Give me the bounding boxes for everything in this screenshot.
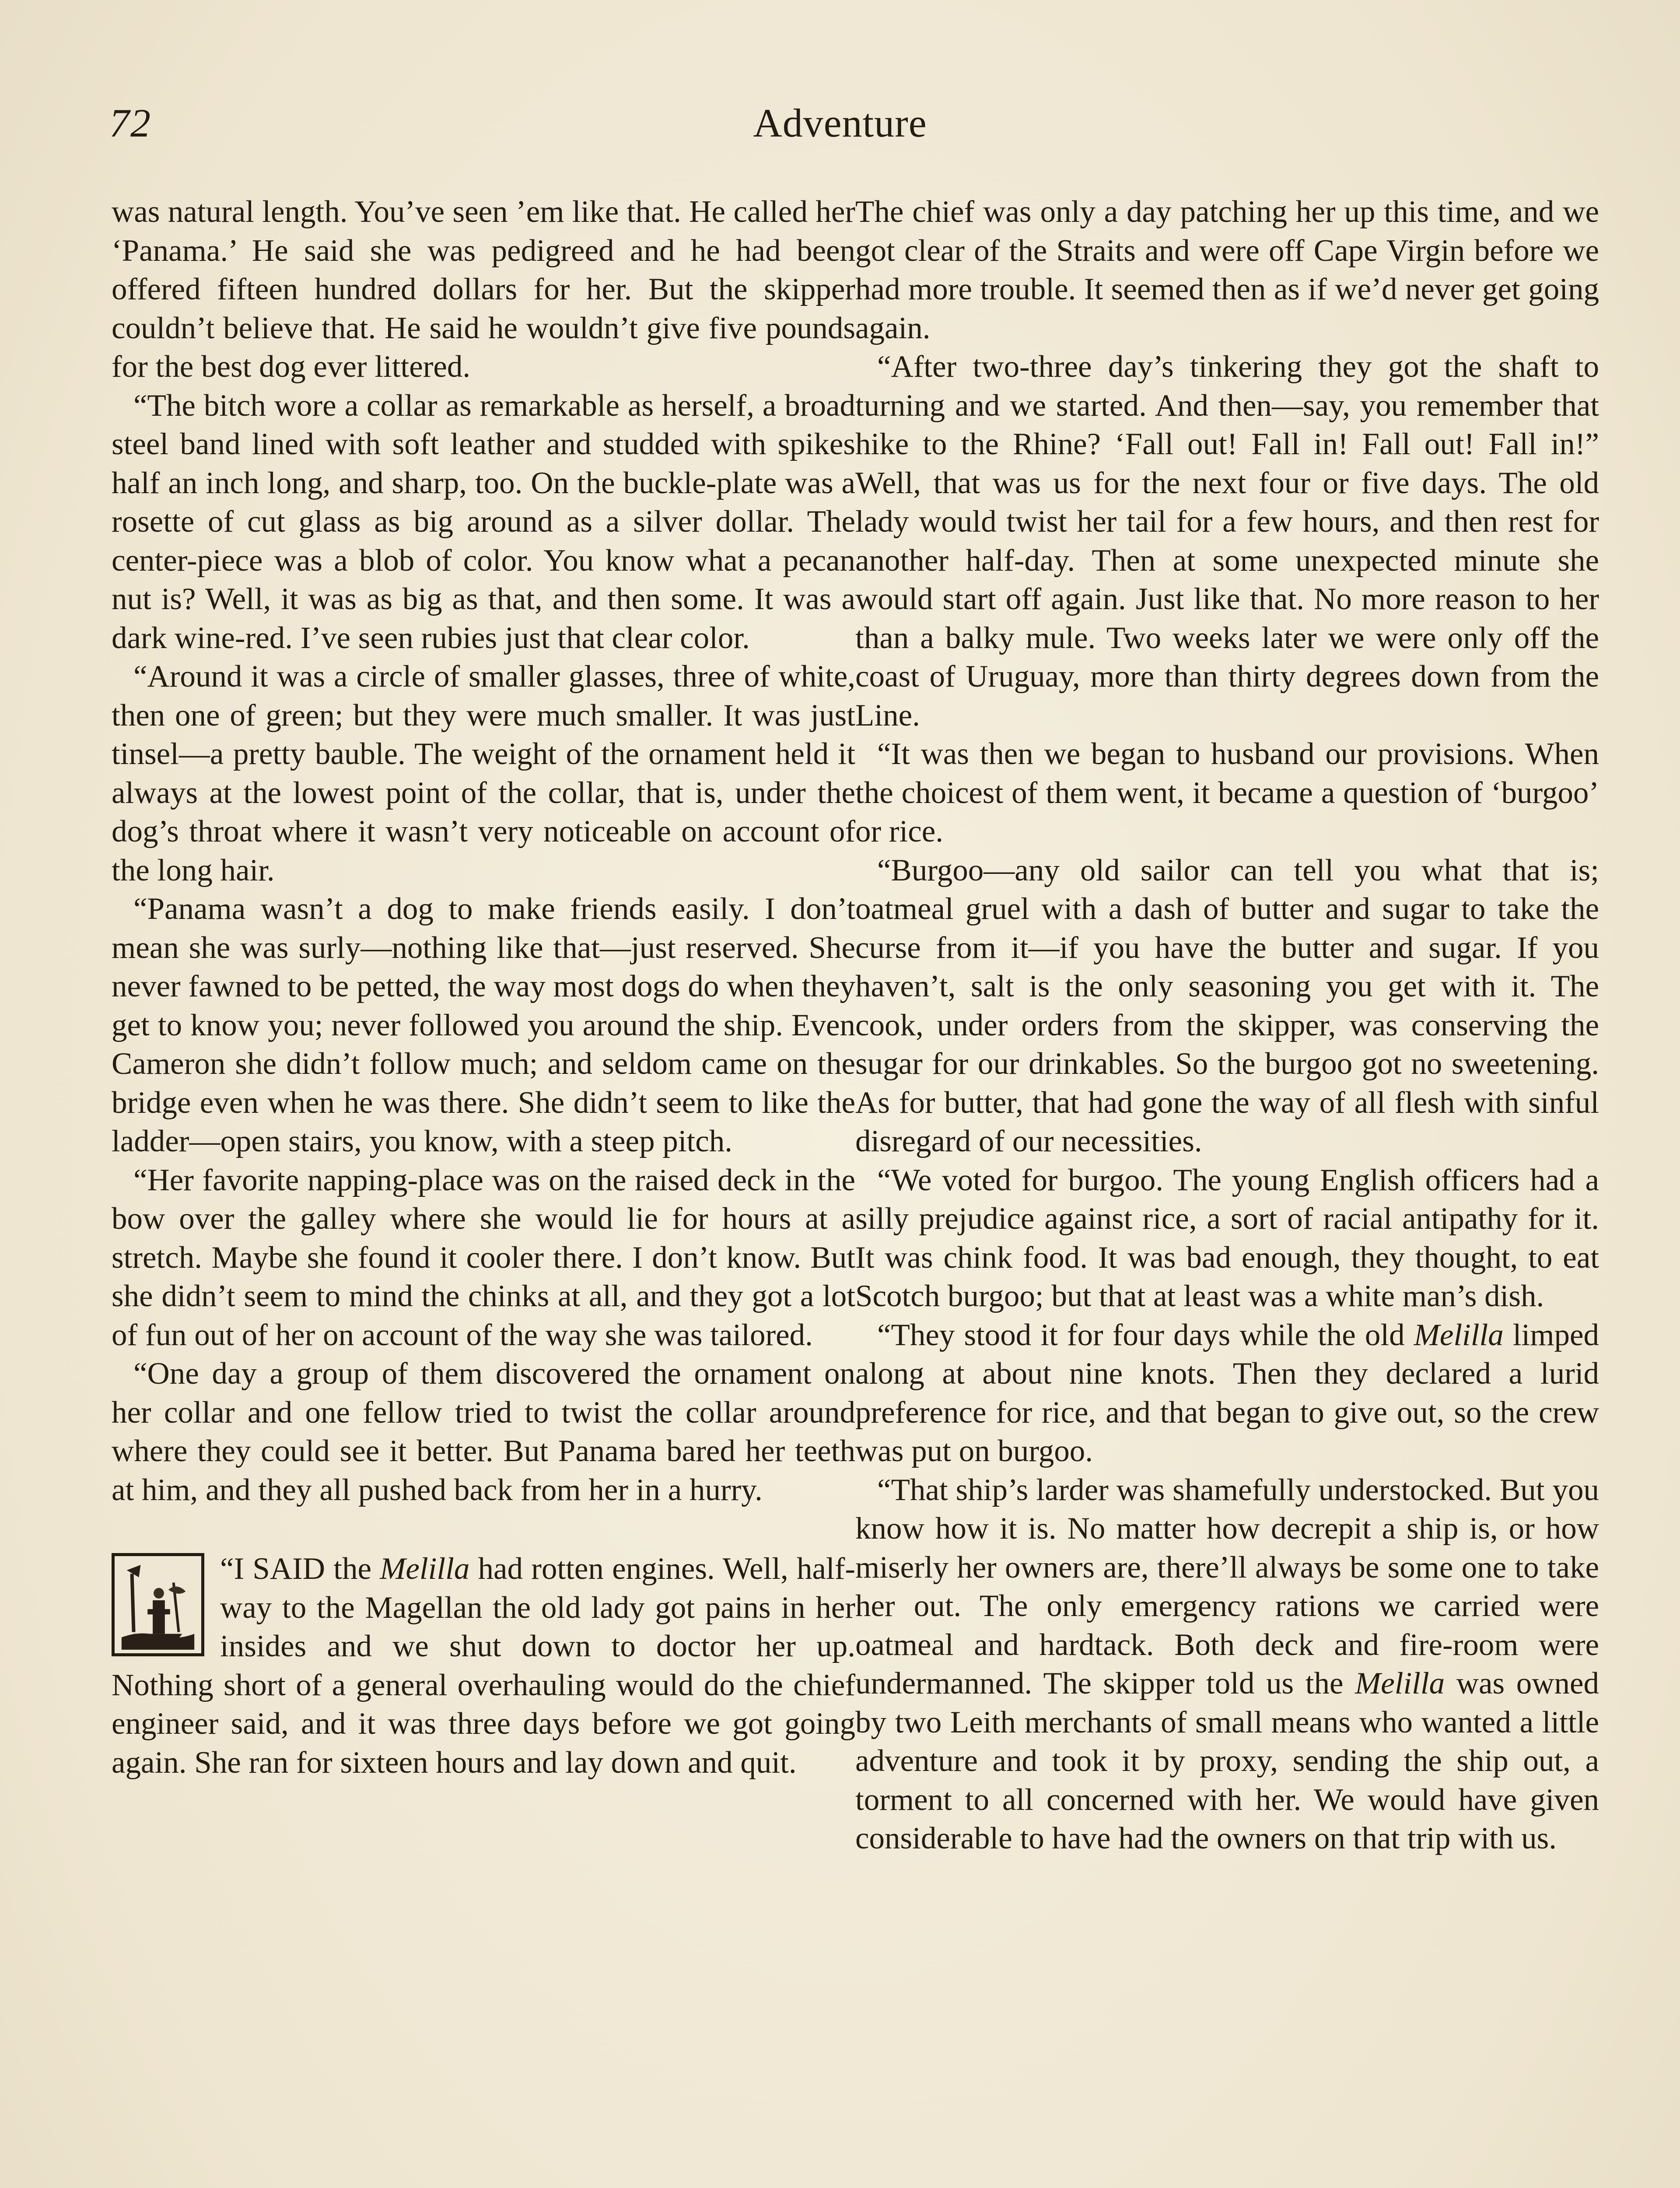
- paragraph: The chief was only a day patching her up this time, and we got clear of the Straits and were off Cape Virgin before we had more trouble. It seemed then as if we’d never get going again.: [855, 195, 1599, 345]
- paragraph: was natural length. You’ve seen ’em like that. He called her ‘Panama.’ He said she was pedigreed and he had been offered fifteen hundred dollars for her. But the skipper couldn’t believe that. He said he wouldn’t give five pounds for the best dog ever littered.: [112, 195, 855, 384]
- ship-name: Melilla: [1414, 1318, 1504, 1352]
- right-column: [855, 193, 1599, 1858]
- paragraph: [855, 1471, 1599, 1858]
- running-title: Adventure: [753, 101, 927, 145]
- paragraph: “It was then we began to husband our provisions. When the choicest of them went, it became a question of ‘burgoo’ or rice.: [855, 737, 1599, 849]
- section-opening-paragraph: [112, 1550, 855, 1782]
- section-lead: “I SAID the: [220, 1552, 380, 1586]
- paragraph-lead: “That ship’s larder was shamefully understocked. But you know how it is. No matter how decrepit a ship is, or how miserly her owners are, there’ll always be some one to take her out. The only emergency rations we carried were oatmeal and hardtack. Both deck and fire-room were undermanned. The skipper told us the: [855, 1473, 1599, 1701]
- ship-name: Melilla: [380, 1552, 470, 1586]
- paragraph: “One day a group of them discovered the ornament on her collar and one fellow tried to twist the collar around where they could see it better. But Panama bared her teeth at him, and they all pushed back from her in a hurry.: [112, 1357, 855, 1507]
- ship-name: Melilla: [1355, 1666, 1445, 1701]
- paragraph: “We voted for burgoo. The young English officers had a silly prejudice against rice, a sort of racial antipathy for it. It was chink food. It was bad enough, they thought, to eat Scotch burgoo; but that at least was a white man’s dish.: [855, 1163, 1599, 1313]
- ship-vignette-icon: [112, 1553, 204, 1656]
- paragraph-rest: limped along at about nine knots. Then they declared a lurid preference for rice, and that began to give out, so the crew was put on burgoo.: [855, 1318, 1599, 1468]
- paragraph: “Panama wasn’t a dog to make friends easily. I don’t mean she was surly—nothing like that—just reserved. She never fawned to be petted, the way most dogs do when they get to know you; never followed you around the ship. Even Cameron she didn’t follow much; and seldom came on the bridge even when he was there. She didn’t seem to like the ladder—open stairs, you know, with a steep pitch.: [112, 892, 855, 1158]
- paragraph: “After two-three day’s tinkering they got the shaft to turning and we started. And then—say, you remember that hike to the Rhine? ‘Fall out! Fall in! Fall out! Fall in!” Well, that was us for the next four or five days. The old lady would twist her tail for a few hours, and then rest for another half-day. Then at some unexpected minute she would start off again. Just like that. No more reason to her than a balky mule. Two weeks later we were only off the coast of Uruguay, more than thirty degrees down from the Line.: [855, 350, 1599, 733]
- paragraph: “The bitch wore a collar as remarkable as herself, a broad steel band lined with soft leather and studded with spikes half an inch long, and sharp, too. On the buckle-plate was a rosette of cut glass as big around as a silver dollar. The center-piece was a blob of color. You know what a pecan nut is? Well, it was as big as that, and then some. It was a dark wine-red. I’ve seen rubies just that clear color.: [112, 388, 855, 655]
- paragraph: “Around it was a circle of smaller glasses, three of white, then one of green; but they were much smaller. It was just tinsel—a pretty bauble. The weight of the ornament held it always at the lowest point of the collar, that is, under the dog’s throat where it wasn’t very noticeable on account of the long hair.: [112, 659, 855, 887]
- paragraph: “Burgoo—any old sailor can tell you what that is; oatmeal gruel with a dash of butter and sugar to take the curse from it—if you have the butter and sugar. If you haven’t, salt is the only seasoning you get with it. The cook, under orders from the skipper, was conserving the sugar for our drinkables. So the burgoo got no sweetening. As for butter, that had gone the way of all flesh with sinful disregard of our necessities.: [855, 853, 1599, 1158]
- page-number: 72: [109, 101, 151, 145]
- section-rest: had rotten engines. Well, half-way to the Magellan the old lady got pains in her insides and we shut down to doctor her up. Nothing short of a general overhauling would do the chief engineer said, and it was three days before we got going again. She ran for sixteen hours and lay down and quit.: [112, 1552, 856, 1780]
- page-header: [109, 100, 1571, 152]
- paragraph-lead: “They stood it for four days while the old: [877, 1318, 1414, 1352]
- paragraph: “Her favorite napping-place was on the raised deck in the bow over the galley where she would lie for hours at a stretch. Maybe she found it cooler there. I don’t know. But she didn’t seem to mind the chinks at all, and they got a lot of fun out of her on account of the way she was tailored.: [112, 1163, 855, 1352]
- paragraph-rest: was owned by two Leith merchants of small means who wanted a little adventure and took it by proxy, sending the ship out, a torment to all concerned with her. We would have given considerable to have had the owners on that trip with us.: [855, 1666, 1599, 1855]
- paragraph: [855, 1316, 1599, 1471]
- left-column: [112, 193, 855, 1782]
